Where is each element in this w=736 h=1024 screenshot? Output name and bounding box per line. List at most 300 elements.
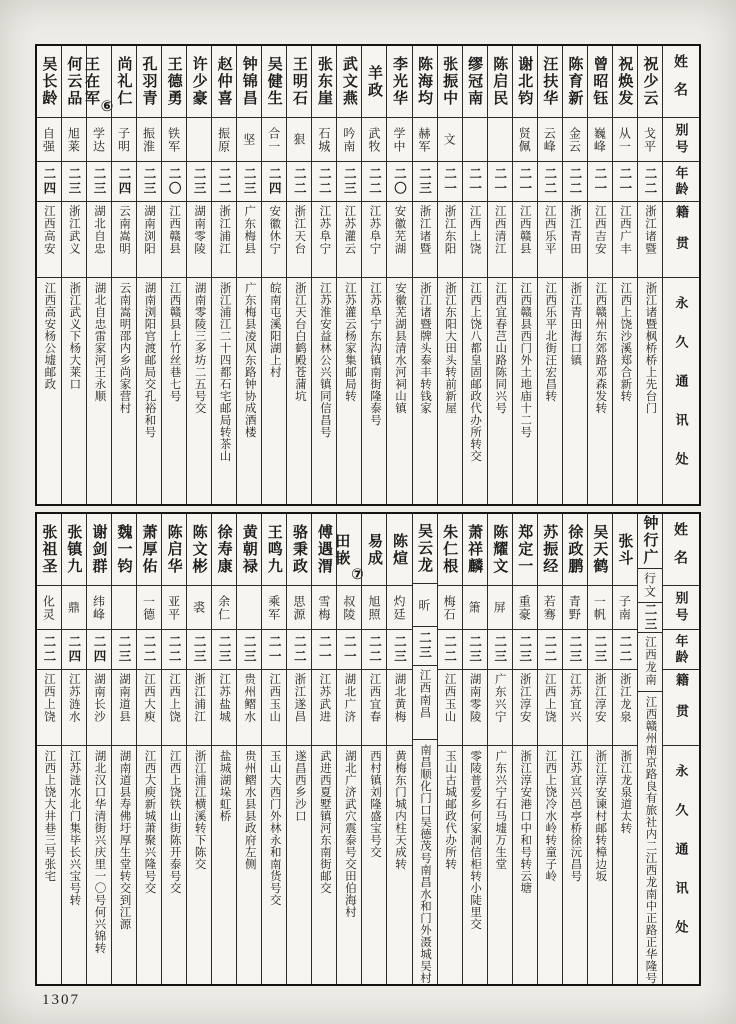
person-age: 二二 (167, 635, 182, 664)
name-cell (87, 514, 111, 586)
person-native-place: 江西高安 (42, 205, 55, 255)
native-place-cell (563, 202, 587, 278)
directory-table-bottom (35, 512, 701, 986)
native-place-cell (387, 202, 411, 278)
person-address: 江西赣州南京路良有旅社内二江西龙南中正路正华隆号 (644, 696, 657, 984)
name-cell (37, 514, 61, 586)
age-cell (362, 630, 386, 670)
person-age: 二三 (91, 167, 106, 196)
person-age: 二三 (392, 635, 407, 664)
name-cell (588, 514, 612, 586)
name-cell (187, 46, 211, 118)
person-alias: 箫 (467, 601, 482, 614)
person-native-place: 湖北黄梅 (393, 673, 406, 723)
alias-cell (212, 118, 236, 162)
native-place-cell (137, 202, 161, 278)
person-column (86, 514, 111, 984)
alias-cell (237, 586, 261, 630)
person-address: 江西宜春芑山路陈同兴号 (494, 282, 507, 414)
person-age: 二三 (242, 635, 257, 664)
person-native-place: 浙江浦江 (218, 205, 231, 255)
person-column (587, 46, 612, 504)
person-age: 二一 (442, 167, 457, 196)
person-name: 易成 (365, 532, 383, 567)
person-age: 二三 (592, 635, 607, 664)
age-cell (588, 630, 612, 670)
person-native-place: 江苏宜兴 (568, 673, 581, 723)
person-column (386, 514, 411, 984)
age-cell (262, 630, 286, 670)
alias-cell (87, 118, 111, 162)
person-column (286, 46, 311, 504)
age-cell (638, 603, 662, 634)
person-native-place: 浙江诸暨 (418, 205, 431, 255)
person-column (61, 46, 86, 504)
age-cell (387, 630, 411, 670)
person-native-place: 湖南道县 (117, 673, 130, 723)
person-name: 赵仲喜 (215, 56, 233, 107)
age-cell (488, 630, 512, 670)
name-cell (513, 514, 537, 586)
person-native-place: 江西龙南 (643, 636, 656, 687)
person-column (136, 514, 161, 984)
native-place-cell (112, 202, 136, 278)
person-alias: 思源 (291, 594, 306, 621)
person-age: 二二 (642, 167, 657, 196)
person-name: 祝焕发 (616, 56, 634, 107)
age-cell (413, 627, 437, 666)
alias-cell (563, 586, 587, 630)
person-column (412, 514, 437, 984)
person-native-place: 广东梅县 (243, 205, 256, 255)
person-native-place: 浙江天台 (293, 205, 306, 255)
person-alias: 从一 (617, 126, 632, 153)
address-cell (513, 746, 537, 984)
person-age: 二一 (617, 167, 632, 196)
person-column (186, 514, 211, 984)
address-cell (112, 746, 136, 984)
person-column (111, 46, 136, 504)
age-cell (162, 162, 186, 202)
person-column (537, 46, 562, 504)
person-address: 武进西夏墅镇河东南街邮交 (318, 750, 331, 894)
address-cell (538, 278, 562, 504)
alias-cell (438, 118, 462, 162)
person-name: 徐政鹏 (566, 524, 584, 575)
age-cell (87, 162, 111, 202)
age-cell (237, 630, 261, 670)
person-column (386, 46, 411, 504)
person-age: 二四 (66, 635, 81, 664)
header-column (662, 46, 699, 504)
person-native-place: 江西玉山 (268, 673, 281, 723)
person-column (637, 514, 662, 984)
person-native-place: 江西大庾 (143, 673, 156, 723)
name-cell (438, 514, 462, 586)
header-native-place: 籍贯 (663, 202, 699, 278)
native-place-cell (488, 202, 512, 278)
person-column (261, 46, 286, 504)
address-cell (287, 278, 311, 504)
person-name: 陈育新 (566, 56, 584, 107)
age-cell (413, 162, 437, 202)
person-address: 浙江龙泉道太转 (619, 750, 632, 834)
person-name: 王在军 (82, 56, 100, 107)
alias-cell (362, 118, 386, 162)
alias-cell (187, 118, 211, 162)
header-alias: 别号 (663, 586, 699, 630)
native-place-cell (463, 670, 487, 746)
person-name: 陈海均 (416, 56, 434, 107)
address-cell (62, 278, 86, 504)
alias-cell (337, 586, 361, 630)
person-alias: 鼎 (66, 601, 81, 614)
person-alias: 戈平 (642, 126, 657, 153)
person-name: 尚礼仁 (115, 56, 133, 107)
person-alias: 贤佩 (517, 126, 532, 153)
age-cell (137, 630, 161, 670)
person-native-place: 浙江青田 (568, 205, 581, 255)
person-alias: 子明 (116, 126, 131, 153)
person-alias: 行文 (642, 572, 657, 599)
alias-cell (413, 584, 437, 627)
person-native-place: 浙江武义 (67, 205, 80, 255)
person-column (612, 514, 637, 984)
person-native-place: 浙江淳安 (518, 673, 531, 723)
person-name: 王明石 (290, 56, 308, 107)
address-cell (588, 278, 612, 504)
age-cell (62, 162, 86, 202)
person-alias: 武牧 (366, 126, 381, 153)
address-cell (563, 746, 587, 984)
name-cell (563, 46, 587, 118)
person-alias: 石城 (316, 126, 331, 153)
name-cell (463, 46, 487, 118)
age-cell (438, 162, 462, 202)
person-address: 江西赣县上竹丝巷七号 (168, 282, 181, 402)
person-native-place: 广东兴宁 (493, 673, 506, 723)
age-cell (438, 630, 462, 670)
age-cell (162, 630, 186, 670)
person-column (311, 514, 336, 984)
native-place-cell (563, 670, 587, 746)
person-alias: 文 (442, 133, 457, 146)
age-cell (362, 162, 386, 202)
person-native-place: 安徽休宁 (268, 205, 281, 255)
person-address: 广东梅县凌风东路钟协成酒楼 (243, 282, 256, 438)
age-cell (312, 630, 336, 670)
native-place-cell (538, 670, 562, 746)
name-cell (488, 46, 512, 118)
age-cell (187, 630, 211, 670)
footnote-mark: ⑥ (97, 97, 115, 117)
alias-cell (87, 586, 111, 630)
age-cell (37, 630, 61, 670)
person-alias: 旭莱 (66, 126, 81, 153)
name-cell (137, 46, 161, 118)
person-alias: 赫军 (417, 126, 432, 153)
address-cell (488, 278, 512, 504)
alias-cell (62, 586, 86, 630)
alias-cell (538, 118, 562, 162)
person-name: 汪扶华 (541, 56, 559, 107)
person-alias: 乘军 (266, 594, 281, 621)
name-cell (137, 514, 161, 586)
native-place-cell (187, 202, 211, 278)
person-column (462, 514, 487, 984)
native-place-cell (312, 670, 336, 746)
person-name: 张镇九 (65, 524, 83, 575)
directory-table-top (35, 44, 701, 506)
person-age: 二二 (292, 635, 307, 664)
person-name: 苏振经 (541, 524, 559, 575)
alias-cell (237, 118, 261, 162)
native-place-cell (62, 202, 86, 278)
alias-cell (212, 586, 236, 630)
address-cell (638, 692, 662, 984)
native-place-cell (237, 670, 261, 746)
native-place-cell (362, 670, 386, 746)
person-name: 黄朝禄 (240, 524, 258, 575)
alias-cell (287, 118, 311, 162)
person-native-place: 江苏灌云 (343, 205, 356, 255)
person-native-place: 江西赣县 (518, 205, 531, 255)
person-native-place: 湖北自忠 (92, 205, 105, 255)
age-cell (613, 162, 637, 202)
person-name: 陈煊 (391, 532, 408, 567)
native-place-cell (187, 670, 211, 746)
name-cell (237, 514, 261, 586)
person-age: 二三 (192, 167, 207, 196)
native-place-cell (413, 666, 437, 740)
age-cell (513, 630, 537, 670)
native-place-cell (513, 202, 537, 278)
person-name: 吴长龄 (40, 56, 58, 107)
name-cell (237, 46, 261, 118)
person-address: 浙江浦江横溪转下陈交 (193, 750, 206, 870)
person-native-place: 浙江淳安 (593, 673, 606, 723)
person-native-place: 湖南零陵 (193, 205, 206, 255)
person-column (587, 514, 612, 984)
person-name: 王德勇 (165, 56, 183, 107)
person-column (612, 46, 637, 504)
person-name: 吴云龙 (416, 523, 434, 575)
alias-cell (137, 118, 161, 162)
age-cell (262, 162, 286, 202)
address-cell (187, 746, 211, 984)
name-cell (387, 514, 411, 586)
person-age: 二二 (142, 635, 157, 664)
person-address: 西村镇刘隆盛宝号交 (368, 750, 381, 858)
name-cell (287, 514, 311, 586)
person-native-place: 江西宜春 (368, 673, 381, 723)
person-address: 江苏阜宁东沟镇南街隆泰号 (368, 282, 381, 426)
person-age: 二二 (317, 167, 332, 196)
person-column (487, 514, 512, 984)
person-name: 钟行广 (641, 515, 659, 567)
person-alias: 狠 (291, 133, 306, 146)
address-cell (237, 278, 261, 504)
person-age: 二一 (592, 167, 607, 196)
person-age: 二三 (642, 602, 657, 632)
person-name: 傅遇渭 (315, 524, 333, 575)
name-cell (82, 46, 115, 118)
person-alias: 余仁 (216, 594, 231, 621)
person-alias: 学中 (392, 126, 406, 153)
person-age: 二三 (492, 635, 507, 664)
age-cell (337, 162, 361, 202)
native-place-cell (162, 202, 186, 278)
name-cell (362, 46, 386, 118)
person-address: 盐城湖垛虹桥 (218, 750, 231, 822)
address-cell (387, 746, 411, 984)
person-address: 玉山古城邮政代办所转 (444, 750, 457, 870)
address-cell (613, 278, 637, 504)
person-age: 二二 (292, 167, 307, 196)
person-native-place: 湖北广济 (343, 673, 356, 723)
person-address: 云南嵩明邵内乡尚家营村 (118, 282, 131, 414)
person-name: 谢剑群 (90, 524, 108, 575)
person-native-place: 浙江东阳 (443, 205, 456, 255)
age-cell (37, 162, 61, 202)
person-native-place: 安徽芜湖 (393, 205, 406, 255)
alias-cell (37, 118, 61, 162)
person-age: 二三 (142, 167, 157, 196)
person-column (261, 514, 286, 984)
name-cell (538, 514, 562, 586)
address-cell (112, 278, 136, 504)
address-cell (387, 278, 411, 504)
person-native-place: 浙江诸暨 (643, 205, 656, 255)
person-address: 湖南浏阳官渡邮局交孔裕和号 (143, 282, 156, 438)
person-alias: 昕 (417, 598, 432, 612)
native-place-cell (513, 670, 537, 746)
person-column (161, 46, 186, 504)
person-name: 陈启华 (165, 524, 183, 575)
person-column (512, 514, 537, 984)
person-native-place: 江西南昌 (418, 668, 431, 719)
person-name: 何云品 (65, 56, 83, 107)
person-address: 玉山大西门外林永和南货号交 (268, 750, 281, 906)
native-place-cell (212, 670, 236, 746)
address-cell (463, 746, 487, 984)
person-column (487, 46, 512, 504)
person-column (161, 514, 186, 984)
address-cell (413, 278, 437, 504)
address-cell (37, 746, 61, 984)
native-place-cell (312, 202, 336, 278)
person-name: 许少豪 (190, 56, 208, 107)
person-address: 江苏宜兴邑亭桥徐沅昌号 (569, 750, 582, 882)
person-age: 二三 (242, 167, 257, 196)
alias-cell (413, 118, 437, 162)
person-address: 江苏淮安益林公兴镇同信昌号 (318, 282, 331, 438)
address-cell (513, 278, 537, 504)
person-name: 孔羽青 (140, 56, 158, 107)
age-cell (112, 162, 136, 202)
person-address: 浙江浦江二十四都石宅邮局转茶山 (218, 282, 231, 462)
person-alias: 合一 (266, 126, 281, 153)
name-cell (262, 46, 286, 118)
address-cell (262, 746, 286, 984)
person-age: 二二 (617, 635, 632, 664)
person-column (412, 46, 437, 504)
person-age: 二四 (116, 167, 131, 196)
person-column (37, 514, 61, 984)
native-place-cell (638, 202, 662, 278)
person-column (562, 514, 587, 984)
person-age: 二二 (41, 635, 56, 664)
person-address: 江西上饶冷水岭转童子岭 (544, 750, 557, 882)
person-alias: 裘 (191, 601, 206, 614)
person-alias: 亚平 (166, 594, 181, 621)
age-cell (563, 162, 587, 202)
person-name: 萧祥麟 (466, 524, 484, 575)
person-native-place: 贵州鳛水 (243, 673, 256, 723)
age-cell (87, 630, 111, 670)
person-column (361, 46, 386, 504)
person-native-place: 江西广丰 (618, 205, 631, 255)
alias-cell (312, 118, 336, 162)
native-place-cell (638, 633, 662, 692)
person-column (437, 514, 462, 984)
person-age: 二〇 (392, 167, 407, 196)
age-cell (112, 630, 136, 670)
person-column (236, 46, 261, 504)
age-cell (137, 162, 161, 202)
person-alias: 子南 (617, 594, 632, 621)
page-number: 1307 (42, 992, 80, 1008)
name-cell (463, 514, 487, 586)
person-column (311, 46, 336, 504)
alias-cell (613, 118, 637, 162)
person-address: 江西上饶沙溪郑合新转 (619, 282, 632, 402)
native-place-cell (87, 202, 111, 278)
person-age: 二三 (417, 631, 432, 661)
name-cell (588, 46, 612, 118)
native-place-cell (287, 202, 311, 278)
alias-cell (337, 118, 361, 162)
person-native-place: 江西吉安 (593, 205, 606, 255)
name-cell (112, 46, 136, 118)
name-cell (613, 46, 637, 118)
person-address: 江西赣州东郊路邓森发转 (594, 282, 607, 414)
person-column (336, 46, 361, 504)
person-address: 遂昌西乡沙口 (293, 750, 306, 822)
address-cell (312, 278, 336, 504)
person-alias: 叔陵 (341, 594, 356, 621)
person-name: 吴健生 (265, 56, 283, 107)
person-column (637, 46, 662, 504)
alias-cell (563, 118, 587, 162)
alias-cell (638, 569, 662, 603)
address-cell (262, 278, 286, 504)
name-cell (638, 514, 662, 569)
header-age: 年龄 (663, 630, 699, 670)
person-native-place: 江西乐平 (543, 205, 556, 255)
name-cell (37, 46, 61, 118)
age-cell (463, 162, 487, 202)
address-cell (588, 746, 612, 984)
age-cell (212, 162, 236, 202)
address-cell (362, 278, 386, 504)
age-cell (237, 162, 261, 202)
age-cell (312, 162, 336, 202)
person-age: 二三 (342, 167, 357, 196)
address-cell (162, 278, 186, 504)
person-age: 二二 (567, 167, 582, 196)
person-age: 二二 (367, 635, 382, 664)
